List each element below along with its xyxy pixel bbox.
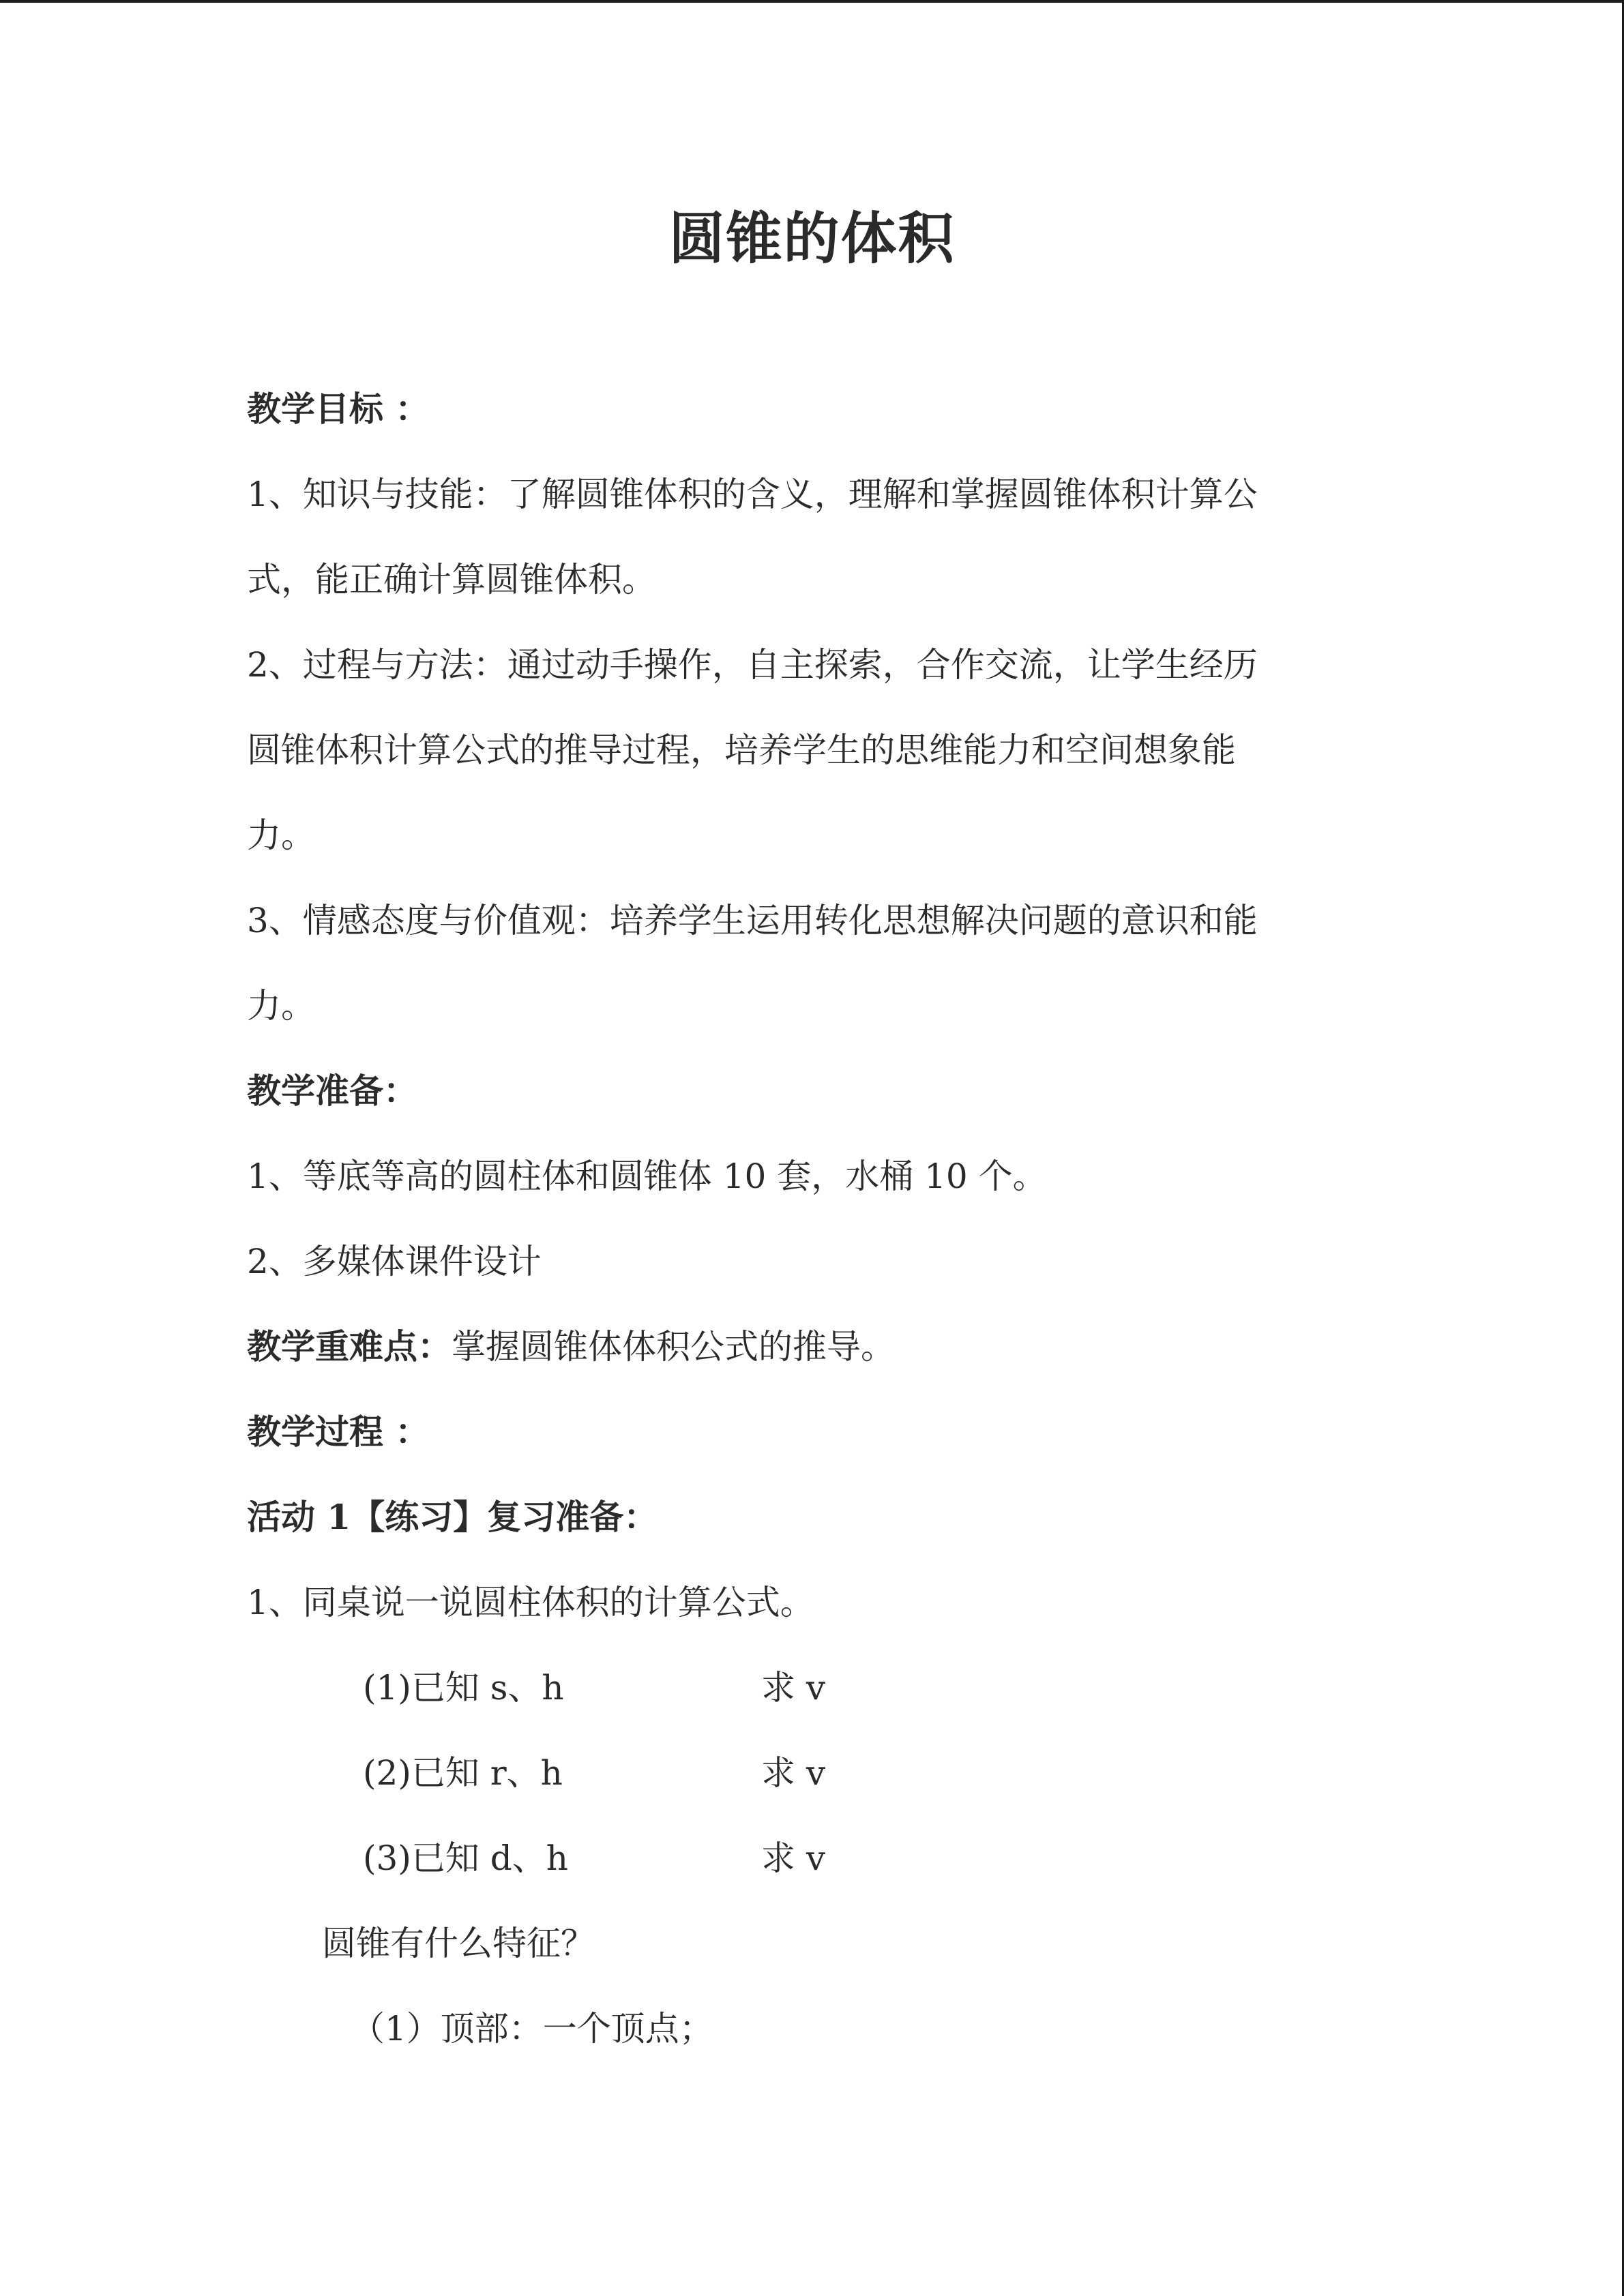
- page-top-border: [0, 0, 1624, 3]
- process-heading: 教学过程 ：: [247, 1412, 430, 1452]
- objective-1-line-2: 式，能正确计算圆锥体积。: [247, 560, 656, 599]
- objectives-heading: 教学目标 ：: [247, 389, 430, 429]
- preparation-item-1: 1、等底等高的圆柱体和圆锥体 10 套，水桶 10 个。: [247, 1157, 1047, 1196]
- keypoint-heading: 教学重难点：: [247, 1326, 452, 1367]
- keypoint-text: 掌握圆锥体体积公式的推导。: [452, 1327, 895, 1367]
- preparation-heading: 教学准备：: [247, 1071, 417, 1111]
- activity-1-item-1: 1、同桌说一说圆柱体积的计算公式。: [247, 1583, 814, 1622]
- cone-question: 圆锥有什么特征？: [322, 1924, 595, 1963]
- exercise-2-find: 求 v: [761, 1753, 826, 1793]
- exercise-3-find: 求 v: [761, 1838, 826, 1878]
- objective-2-line-1: 2、过程与方法：通过动手操作，自主探索，合作交流，让学生经历: [247, 645, 1258, 685]
- keypoint-paragraph: [247, 1323, 895, 1371]
- cone-feature-1: （1）顶部：一个顶点；: [351, 2009, 713, 2048]
- exercise-1-given: (1)已知 s、h: [363, 1668, 564, 1708]
- objective-2-line-3: 力。: [247, 816, 315, 855]
- preparation-item-2: 2、多媒体课件设计: [247, 1242, 542, 1281]
- activity-1-heading: 活动 1【练习】复习准备：: [247, 1497, 658, 1537]
- exercise-1-find: 求 v: [761, 1668, 826, 1708]
- exercise-2-given: (2)已知 r、h: [363, 1753, 563, 1793]
- objective-1-line-1: 1、知识与技能：了解圆锥体积的含义，理解和掌握圆锥体积计算公: [247, 475, 1258, 514]
- exercise-3-given: (3)已知 d、h: [363, 1838, 568, 1878]
- objective-3-line-1: 3、情感态度与价值观：培养学生运用转化思想解决问题的意识和能: [247, 901, 1258, 940]
- objective-2-line-2: 圆锥体积计算公式的推导过程，培养学生的思维能力和空间想象能: [247, 730, 1236, 770]
- objective-3-line-2: 力。: [247, 986, 315, 1026]
- document-title: 圆锥的体积: [668, 206, 956, 271]
